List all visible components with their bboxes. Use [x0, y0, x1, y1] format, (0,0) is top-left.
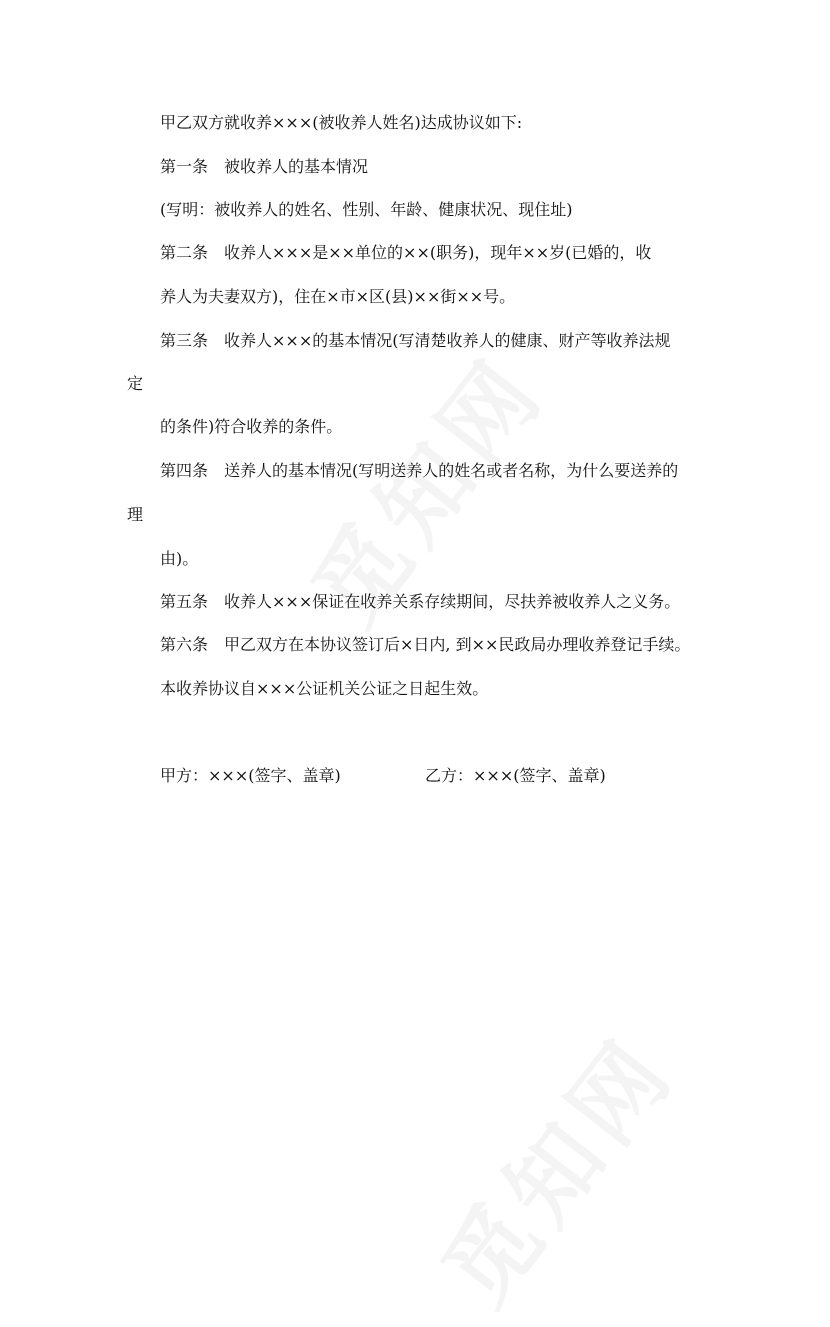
- article-4-line-3: 由)。: [160, 549, 199, 568]
- article-2-line-1: 第二条 收养人×××是××单位的××(职务)，现年××岁(已婚的，收: [160, 243, 652, 262]
- signature-party-a: 甲方：×××(签字、盖章): [160, 766, 341, 785]
- article-3-line-2: 定: [127, 374, 144, 393]
- article-4-line-1: 第四条 送养人的基本情况(写明送养人的姓名或者名称，为什么要送养的: [160, 461, 679, 480]
- effective-clause: 本收养协议自×××公证机关公证之日起生效。: [160, 679, 489, 698]
- article-1-heading: 第一条 被收养人的基本情况: [160, 157, 369, 176]
- article-4-line-2: 理: [127, 505, 144, 524]
- intro-line: 甲乙双方就收养×××(被收养人姓名)达成协议如下:: [160, 113, 523, 132]
- article-1-note: (写明：被收养人的姓名、性别、年龄、健康状况、现住址): [160, 200, 573, 219]
- article-6: 第六条 甲乙双方在本协议签订后×日内, 到××民政局办理收养登记手续。: [160, 635, 691, 654]
- signature-party-b: 乙方：×××(签字、盖章): [425, 766, 606, 785]
- article-3-line-1: 第三条 收养人×××的基本情况(写清楚收养人的健康、财产等收养法规: [160, 331, 671, 350]
- watermark-logo-bottom: [407, 1005, 699, 1327]
- article-2-line-2: 养人为夫妻双方)，住在×市×区(县)××街××号。: [160, 287, 516, 306]
- article-5: 第五条 收养人×××保证在收养关系存续期间，尽扶养被收养人之义务。: [160, 592, 681, 611]
- article-3-line-3: 的条件)符合收养的条件。: [160, 417, 343, 436]
